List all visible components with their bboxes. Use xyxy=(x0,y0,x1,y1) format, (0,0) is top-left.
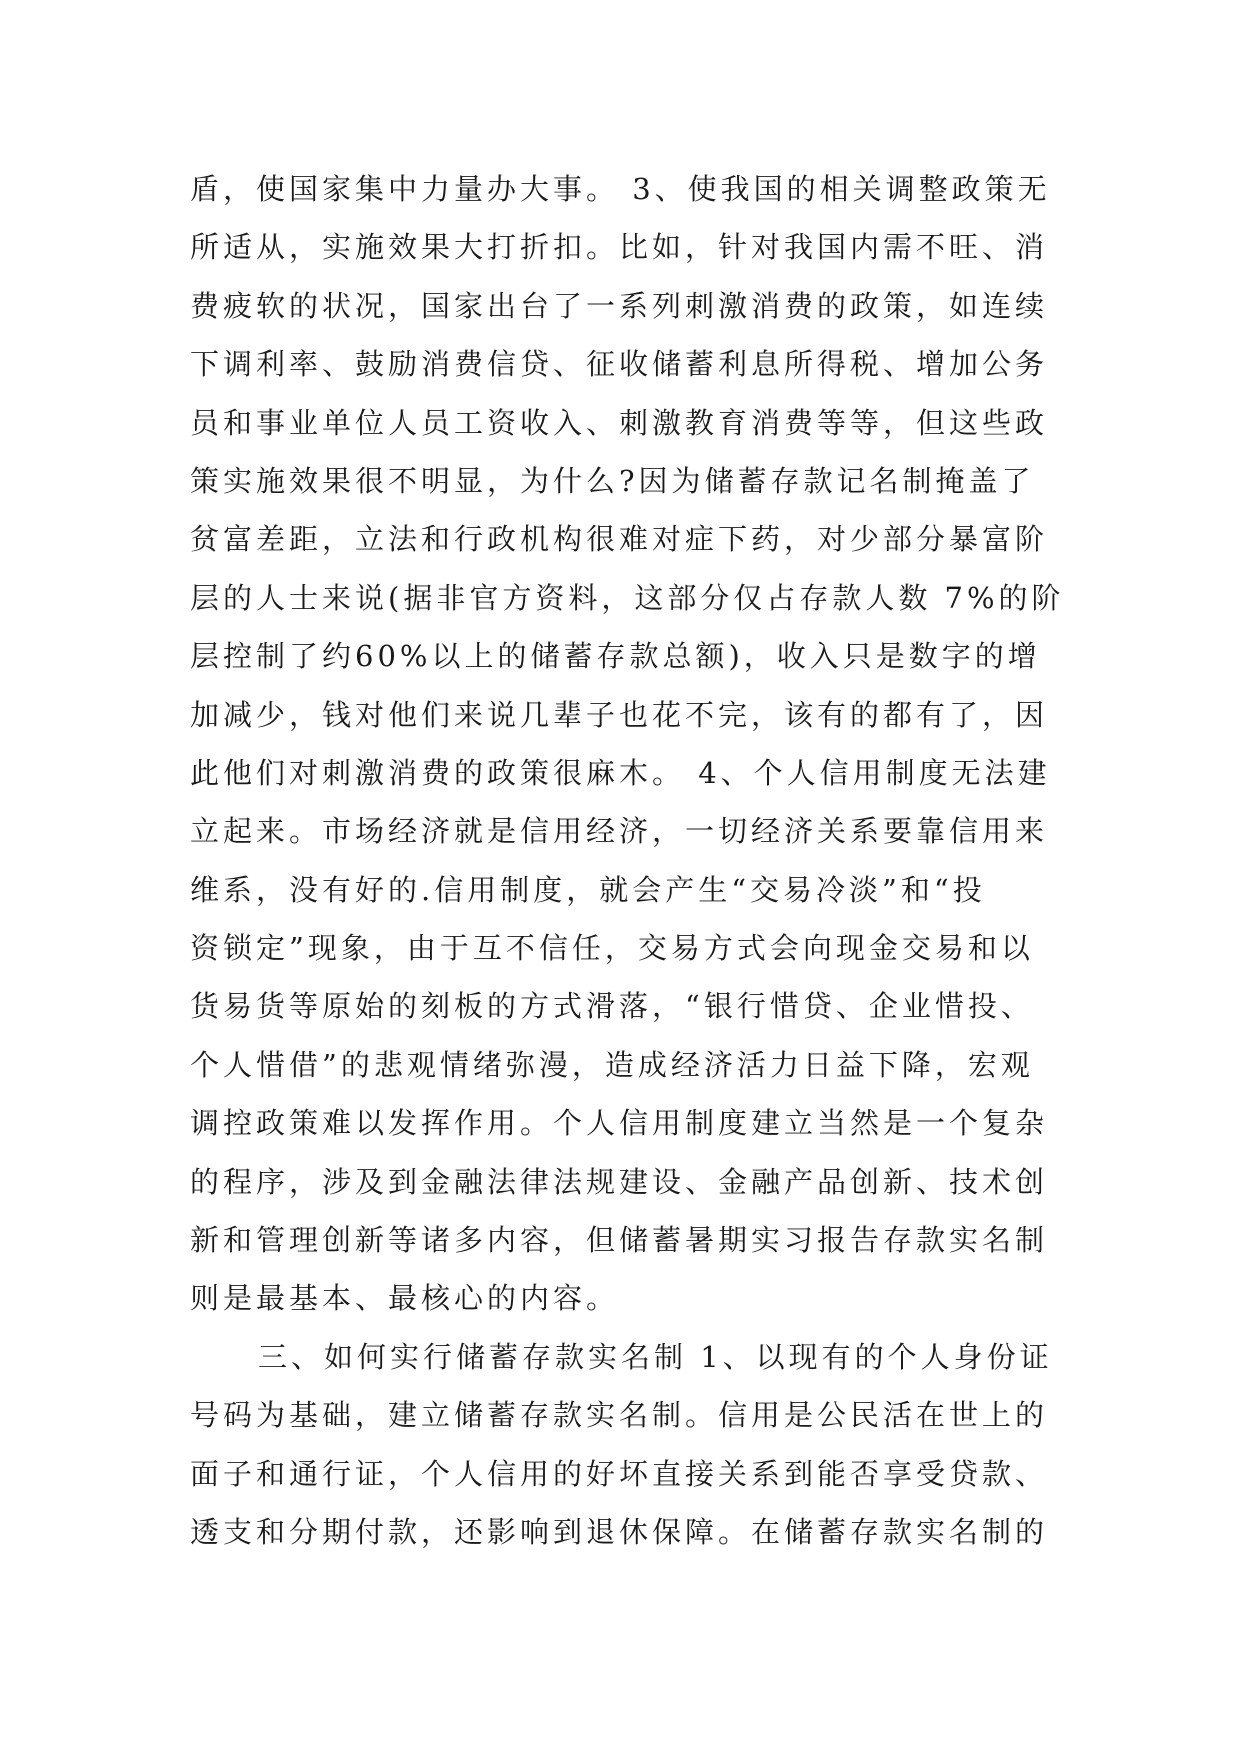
document-body xyxy=(190,160,1070,1561)
text-line: 盾，使国家集中力量办大事。 3、使我国的相关调整政策无 xyxy=(190,172,1051,206)
text-line: 透支和分期付款，还影响到退休保障。在储蓄存款实名制的 xyxy=(190,1514,1049,1549)
text-line: 则是最基本、最核心的内容。 xyxy=(190,1281,620,1316)
text-line: 层的人士来说(据非官方资料，这部分仅占存款人数 7%的阶 xyxy=(190,580,1065,615)
text-line: 所适从，实施效果大打折扣。比如，针对我国内需不旺、消 xyxy=(190,230,1049,265)
text-line: 下调利率、鼓励消费信贷、征收储蓄利息所得税、增加公务 xyxy=(190,347,1049,382)
paragraph-2 xyxy=(190,1328,1070,1562)
text-line: 贫富差距，立法和行政机构很难对症下药，对少部分暴富阶 xyxy=(190,522,1049,557)
text-line: 个人惜借”的悲观情绪弥漫，造成经济活力日益下降，宏观 xyxy=(190,1047,1034,1082)
text-line: 调控政策难以发挥作用。个人信用制度建立当然是一个复杂 xyxy=(190,1106,1049,1141)
text-line: 层控制了约60%以上的储蓄存款总额)，收入只是数字的增 xyxy=(190,639,1041,674)
text-line: 费疲软的状况，国家出台了一系列刺激消费的政策，如连续 xyxy=(190,288,1049,323)
text-line: 策实施效果很不明显，为什么?因为储蓄存款记名制掩盖了 xyxy=(190,463,1035,498)
text-line: 面子和通行证，个人信用的好坏直接关系到能否享受贷款、 xyxy=(190,1456,1049,1491)
text-line: 员和事业单位人员工资收入、刺激教育消费等等，但这些政 xyxy=(190,405,1049,440)
text-line: 新和管理创新等诸多内容，但储蓄暑期实习报告存款实名制 xyxy=(190,1223,1049,1258)
text-line: 三、如何实行储蓄存款实名制 1、以现有的个人身份证 xyxy=(258,1339,1053,1374)
text-line: 号码为基础，建立储蓄存款实名制。信用是公民活在世上的 xyxy=(190,1398,1049,1433)
text-line: 货易货等原始的刻板的方式滑落，“银行惜贷、企业惜投、 xyxy=(190,989,1034,1024)
paragraph-1 xyxy=(190,160,1070,1328)
text-line: 资锁定”现象，由于互不信任，交易方式会向现金交易和以 xyxy=(190,931,1034,966)
text-line: 维系，没有好的.信用制度，就会产生“交易冷淡”和“投 xyxy=(190,872,986,907)
text-line: 立起来。市场经济就是信用经济，一切经济关系要靠信用来 xyxy=(190,814,1049,849)
text-line: 此他们对刺激消费的政策很麻木。 4、个人信用制度无法建 xyxy=(190,755,1051,790)
text-line: 的程序，涉及到金融法律法规建设、金融产品创新、技术创 xyxy=(190,1164,1049,1199)
text-line: 加减少，钱对他们来说几辈子也花不完，该有的都有了，因 xyxy=(190,697,1049,732)
